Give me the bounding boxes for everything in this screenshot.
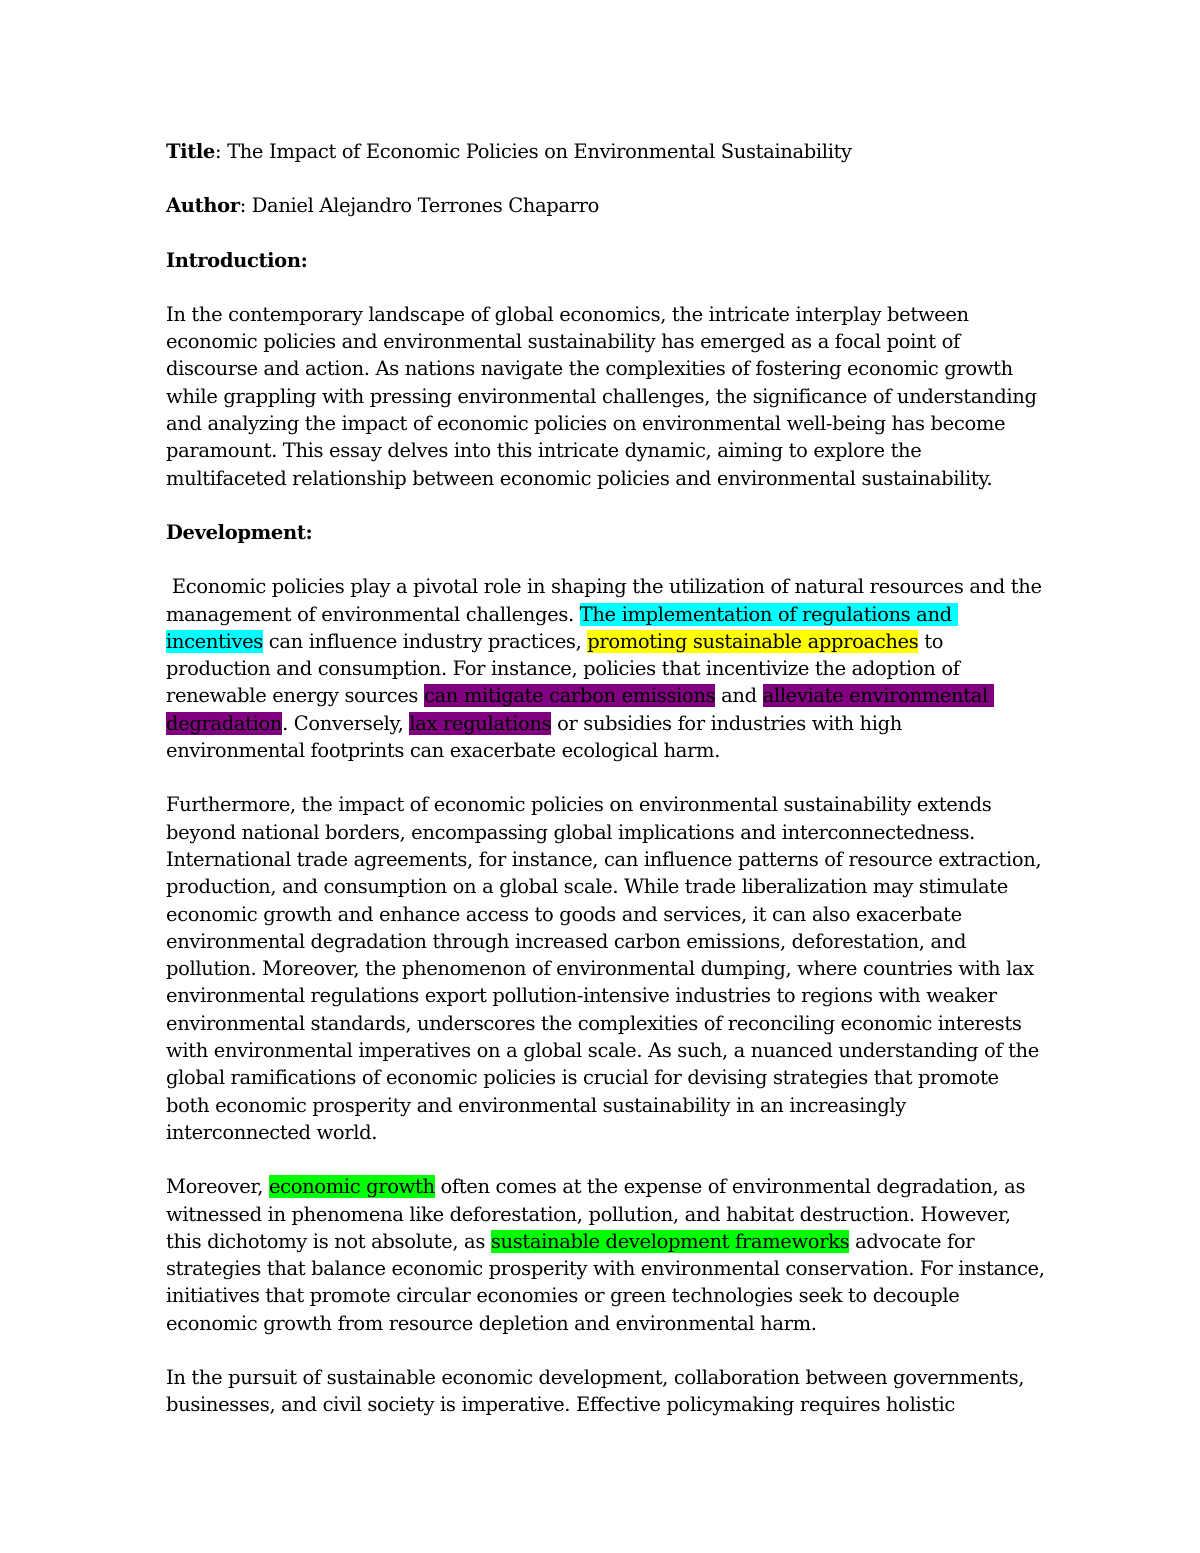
author-text: : Daniel Alejandro Terrones Chaparro [239, 194, 600, 218]
author-label: Author [166, 194, 240, 218]
dev-p1-text-1: Economic policies play a pivotal role in shaping the utilization of natural resources and the management of environmental challenges. [166, 575, 1048, 626]
title-label: Title [166, 140, 215, 163]
author-line [166, 192, 1046, 219]
introduction-heading: Introduction: [166, 248, 308, 272]
development-paragraph-2: Furthermore, the impact of economic policies on environmental sustainability extends beyond national borders, encompassing global implications and interconnectedness. International trade agreements, for instance, can influence patterns of resource extraction, production, and consumption on a global scale. While trade liberalization may stimulate economic growth and enhance access to goods and services, it can also exacerbate environmental degradation through increased carbon emissions, deforestation, and pollution. Moreover, the phenomenon of environmental dumping, where countries with lax environmental regulations export pollution-intensive industries to regions with weaker environmental standards, underscores the complexities of reconciling economic interests with environmental imperatives on a global scale. As such, a nuanced understanding of the global ramifications of economic policies is crucial for devising strategies that promote both economic prosperity and environmental sustainability in an increasingly interconnected world. [166, 793, 1042, 1144]
dev-p1-text-2: can influence industry practices, [262, 629, 588, 653]
dev-p1-text-6: or subsidies for industries with high environmental footprints can exacerbate ecological harm. [166, 711, 908, 763]
development-heading: Development: [166, 520, 313, 544]
highlight-purple-1: can mitigate carbon emissions [423, 684, 716, 708]
highlight-purple-3: lax regulations [409, 711, 552, 735]
highlight-purple-2: alleviate environmental degradation [166, 684, 994, 735]
dev-p3-text-3: advocate for strategies that balance economic prosperity with environmental conservation. For instance, initiatives that promote circular economies or green technologies seek to decouple economic growth from resource depletion and environmental harm. [166, 1229, 1045, 1335]
dev-p1-text-4: and [715, 684, 763, 708]
dev-p1-text-3: to production and consumption. For instance, policies that incentivize the adoption of renewable energy sources [166, 629, 966, 708]
highlight-green-2: sustainable development frameworks [490, 1229, 850, 1253]
development-paragraph-4: In the pursuit of sustainable economic development, collaboration between governments, businesses, and civil society is imperative. Effective policymaking requires holistic [166, 1365, 1025, 1417]
dev-p3-text-1: Moreover, [166, 1175, 269, 1199]
highlight-yellow: promoting sustainable approaches [587, 629, 919, 653]
document-body [166, 138, 1046, 1419]
dev-p3-text-2: often comes at the expense of environmental degradation, as witnessed in phenomena like deforestation, pollution, and habitat destruction. However, this dichotomy is not absolute, as [166, 1175, 1026, 1253]
introduction-paragraph: In the contemporary landscape of global economics, the intricate interplay between economic policies and environmental sustainability has emerged as a focal point of discourse and action. As nations navigate the complexities of fostering economic growth while grappling with pressing environmental challenges, the significance of understanding and analyzing the impact of economic policies on environmental well-being has become paramount. This essay delves into this intricate dynamic, aiming to explore the multifaceted relationship between economic policies and environmental sustainability. [166, 302, 1037, 490]
title-line [166, 138, 1046, 165]
title-text: : The Impact of Economic Policies on Environmental Sustainability [215, 140, 852, 163]
development-paragraph-3 [166, 1173, 1046, 1337]
development-paragraph-1 [166, 573, 1046, 764]
dev-p1-text-5: . Conversely, [282, 711, 410, 735]
highlight-green-1: economic growth [268, 1175, 435, 1199]
highlight-cyan: The implementation of regulations and incentives [166, 602, 958, 653]
